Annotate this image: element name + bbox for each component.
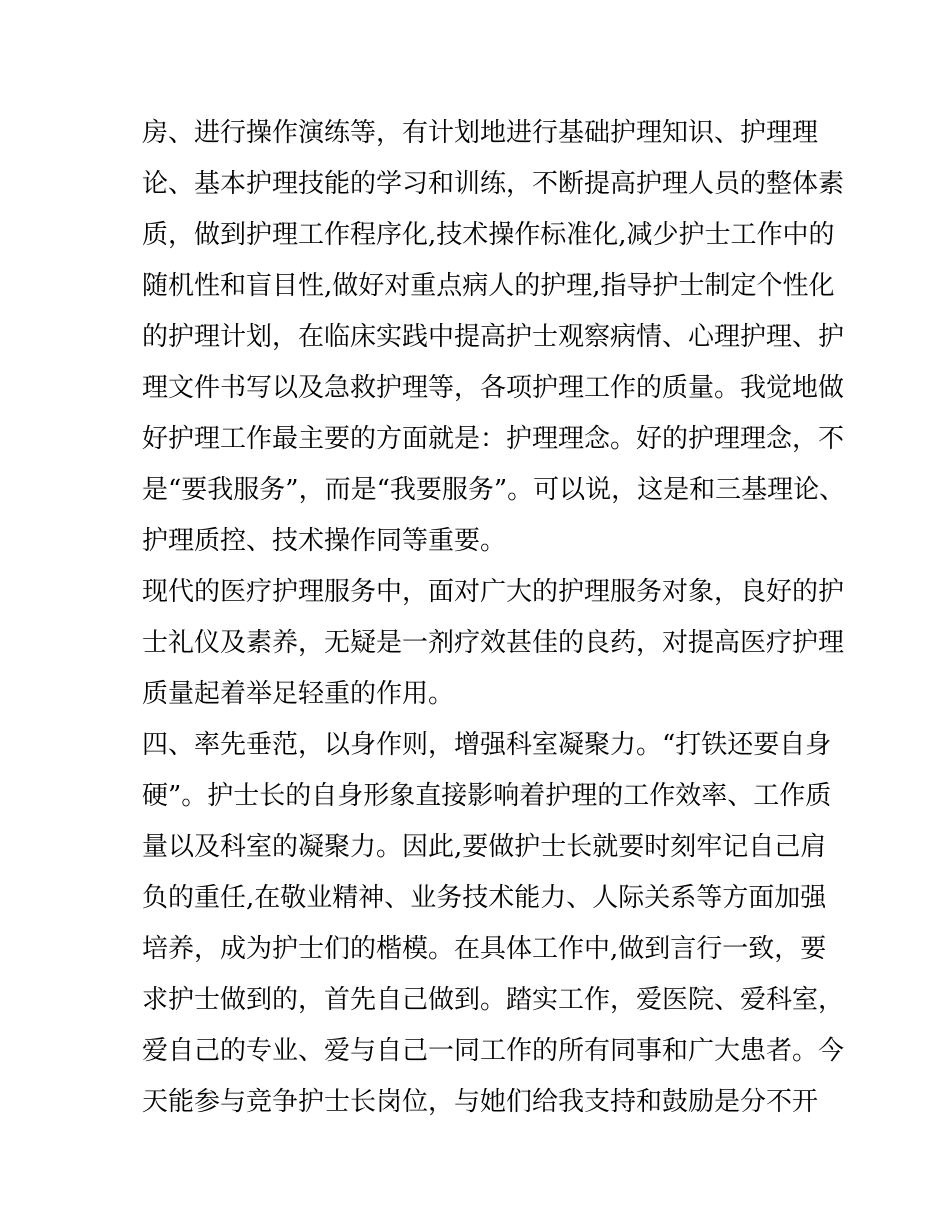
- text-line: 天能参与竞争护士长岗位，与她们给我支持和鼓励是分不开: [142, 1087, 819, 1117]
- text-line: 房、进行操作演练等，有计划地进行基础护理知识、护理理: [142, 118, 819, 148]
- text-line: 量以及科室的凝聚力。因此,要做护士长就要时刻牢记自己肩: [142, 832, 827, 862]
- text-line: 负的重任,在敬业精神、业务技术能力、人际关系等方面加强: [142, 883, 827, 913]
- text-line: 求护士做到的，首先自己做到。踏实工作，爱医院、爱科室，: [142, 985, 845, 1015]
- text-line: 理文件书写以及急救护理等，各项护理工作的质量。我觉地做: [142, 373, 845, 403]
- text-line: 论、基本护理技能的学习和训练，不断提高护理人员的整体素: [142, 169, 845, 199]
- text-line: 护理质控、技术操作同等重要。: [142, 526, 507, 556]
- body-text: [142, 108, 846, 1128]
- text-line: 士礼仪及素养，无疑是一剂疗效甚佳的良药，对提高医疗护理: [142, 628, 845, 658]
- text-line: 现代的医疗护理服务中，面对广大的护理服务对象，良好的护: [142, 577, 845, 607]
- text-line: 质，做到护理工作程序化,技术操作标准化,减少护士工作中的: [142, 220, 835, 250]
- text-line: 的护理计划，在临床实践中提高护士观察病情、心理护理、护: [142, 322, 845, 352]
- text-line: 四、率先垂范，以身作则，增强科室凝聚力。“打铁还要自身: [142, 730, 832, 760]
- text-line: 是“要我服务”，而是“我要服务”。可以说，这是和三基理论、: [142, 475, 846, 505]
- text-line: 硬”。护士长的自身形象直接影响着护理的工作效率、工作质: [142, 781, 832, 811]
- text-line: 好护理工作最主要的方面就是：护理理念。好的护理理念，不: [142, 424, 845, 454]
- text-line: 培养，成为护士们的楷模。在具体工作中,做到言行一致，要: [142, 934, 827, 964]
- text-line: 质量起着举足轻重的作用。: [142, 679, 455, 709]
- text-line: 随机性和盲目性,做好对重点病人的护理,指导护士制定个性化: [142, 271, 835, 301]
- text-line: 爱自己的专业、爱与自己一同工作的所有同事和广大患者。今: [142, 1036, 845, 1066]
